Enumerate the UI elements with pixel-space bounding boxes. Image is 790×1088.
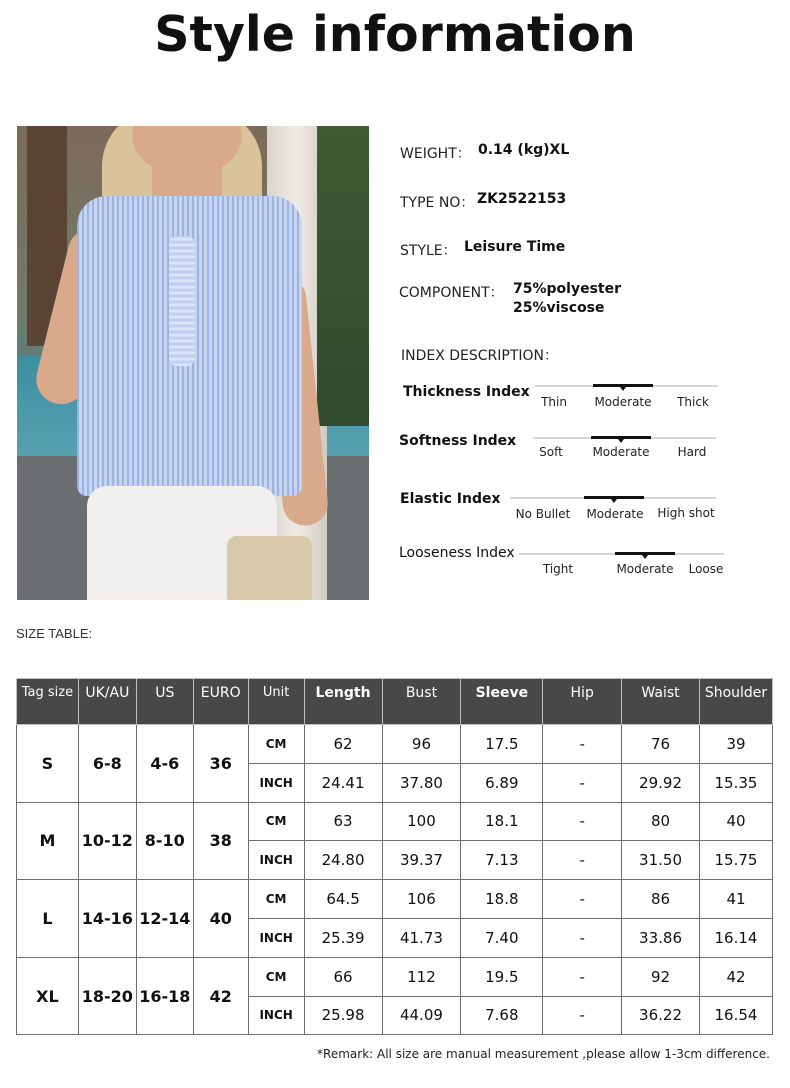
sleeve-cell: 18.1 (461, 802, 543, 841)
sleeve-cell: 18.8 (461, 880, 543, 919)
header-uk-au: UK/AU (78, 679, 136, 725)
header-shoulder: Shoulder (699, 679, 772, 725)
euro-size-cell: 42 (193, 957, 248, 1035)
shoulder-cell: 39 (699, 725, 772, 764)
softness-index-name: Softness Index (399, 433, 517, 449)
elastic-index-name: Elastic Index (400, 491, 501, 507)
table-row (17, 802, 773, 841)
us-size-cell: 8-10 (136, 802, 193, 880)
table-row (17, 725, 773, 764)
euro-size-cell: 40 (193, 880, 248, 958)
waist-cell: 31.50 (622, 841, 700, 880)
thickness-marker-icon (620, 387, 626, 391)
euro-size-cell: 36 (193, 725, 248, 803)
size-table (16, 678, 773, 1035)
looseness-option: Moderate (616, 562, 674, 576)
hip-cell: - (543, 763, 622, 802)
us-size-cell: 4-6 (136, 725, 193, 803)
thickness-option: Moderate (594, 395, 652, 409)
size-table-header (17, 679, 773, 725)
unit-cell: INCH (248, 996, 304, 1035)
component-label: COMPONENT： (399, 285, 504, 301)
product-photo (17, 126, 369, 600)
us-size-cell: 12-14 (136, 880, 193, 958)
style-value: Leisure Time (464, 239, 566, 255)
bust-cell: 37.80 (382, 763, 461, 802)
sleeve-cell: 17.5 (461, 725, 543, 764)
softness-option: Moderate (592, 445, 650, 459)
hip-cell: - (543, 880, 622, 919)
weight-label: WEIGHT： (400, 146, 471, 162)
uk-size-cell: 18-20 (78, 957, 136, 1035)
component-value-1: 75%polyester (513, 281, 621, 297)
tag-size-cell: L (17, 880, 79, 958)
length-cell: 64.5 (304, 880, 382, 919)
bust-cell: 100 (382, 802, 461, 841)
header-sleeve: Sleeve (461, 679, 543, 725)
hip-cell: - (543, 996, 622, 1035)
type-label: TYPE NO： (400, 195, 475, 211)
waist-cell: 92 (622, 957, 700, 996)
thickness-option: Thin (541, 395, 567, 409)
waist-cell: 36.22 (622, 996, 700, 1035)
looseness-option: Loose (688, 562, 724, 576)
header-tag-size: Tag size (17, 679, 79, 725)
waist-cell: 86 (622, 880, 700, 919)
hip-cell: - (543, 918, 622, 957)
elastic-option: High shot (657, 506, 715, 520)
header-length: Length (304, 679, 382, 725)
page-title: Style information (154, 6, 636, 63)
softness-option: Soft (539, 445, 563, 459)
sleeve-cell: 7.68 (461, 996, 543, 1035)
length-cell: 62 (304, 725, 382, 764)
shoulder-cell: 40 (699, 802, 772, 841)
index-description-label: INDEX DESCRIPTION： (401, 348, 559, 364)
table-row (17, 880, 773, 919)
bust-cell: 106 (382, 880, 461, 919)
unit-cell: INCH (248, 841, 304, 880)
waist-cell: 33.86 (622, 918, 700, 957)
softness-option: Hard (677, 445, 707, 459)
tag-size-cell: XL (17, 957, 79, 1035)
sleeve-cell: 7.40 (461, 918, 543, 957)
bust-cell: 44.09 (382, 996, 461, 1035)
header-hip: Hip (543, 679, 622, 725)
length-cell: 24.41 (304, 763, 382, 802)
sleeve-cell: 19.5 (461, 957, 543, 996)
euro-size-cell: 38 (193, 802, 248, 880)
waist-cell: 76 (622, 725, 700, 764)
unit-cell: CM (248, 725, 304, 764)
looseness-option: Tight (542, 562, 574, 576)
uk-size-cell: 10-12 (78, 802, 136, 880)
sleeve-cell: 7.13 (461, 841, 543, 880)
shoulder-cell: 42 (699, 957, 772, 996)
remark-note: *Remark: All size are manual measurement ,please allow 1-3cm difference. (317, 1047, 770, 1061)
header-unit: Unit (248, 679, 304, 725)
elastic-marker-icon (611, 499, 617, 503)
uk-size-cell: 6-8 (78, 725, 136, 803)
bust-cell: 112 (382, 957, 461, 996)
bust-cell: 96 (382, 725, 461, 764)
unit-cell: INCH (248, 763, 304, 802)
header-waist: Waist (622, 679, 700, 725)
sleeve-cell: 6.89 (461, 763, 543, 802)
style-label: STYLE： (400, 243, 457, 259)
hip-cell: - (543, 802, 622, 841)
shoulder-cell: 16.54 (699, 996, 772, 1035)
component-value-2: 25%viscose (513, 300, 605, 316)
bust-cell: 41.73 (382, 918, 461, 957)
header-euro: EURO (193, 679, 248, 725)
uk-size-cell: 14-16 (78, 880, 136, 958)
looseness-marker-icon (642, 555, 648, 559)
thickness-index-name: Thickness Index (403, 384, 530, 400)
thickness-option: Thick (677, 395, 709, 409)
unit-cell: INCH (248, 918, 304, 957)
length-cell: 24.80 (304, 841, 382, 880)
weight-value: 0.14 (kg)XL (478, 142, 570, 158)
size-table-label: SIZE TABLE: (16, 626, 93, 641)
type-value: ZK2522153 (477, 191, 567, 207)
softness-marker-icon (618, 439, 624, 443)
elastic-option: Moderate (586, 507, 644, 521)
hip-cell: - (543, 841, 622, 880)
table-row (17, 957, 773, 996)
length-cell: 25.98 (304, 996, 382, 1035)
waist-cell: 29.92 (622, 763, 700, 802)
length-cell: 66 (304, 957, 382, 996)
unit-cell: CM (248, 802, 304, 841)
looseness-index-name: Looseness Index (399, 545, 515, 561)
bust-cell: 39.37 (382, 841, 461, 880)
shoulder-cell: 15.75 (699, 841, 772, 880)
hip-cell: - (543, 957, 622, 996)
tag-size-cell: S (17, 725, 79, 803)
length-cell: 63 (304, 802, 382, 841)
tag-size-cell: M (17, 802, 79, 880)
shoulder-cell: 15.35 (699, 763, 772, 802)
shoulder-cell: 41 (699, 880, 772, 919)
unit-cell: CM (248, 880, 304, 919)
hip-cell: - (543, 725, 622, 764)
waist-cell: 80 (622, 802, 700, 841)
length-cell: 25.39 (304, 918, 382, 957)
us-size-cell: 16-18 (136, 957, 193, 1035)
shoulder-cell: 16.14 (699, 918, 772, 957)
unit-cell: CM (248, 957, 304, 996)
header-bust: Bust (382, 679, 461, 725)
header-us: US (136, 679, 193, 725)
elastic-option: No Bullet (515, 507, 571, 521)
